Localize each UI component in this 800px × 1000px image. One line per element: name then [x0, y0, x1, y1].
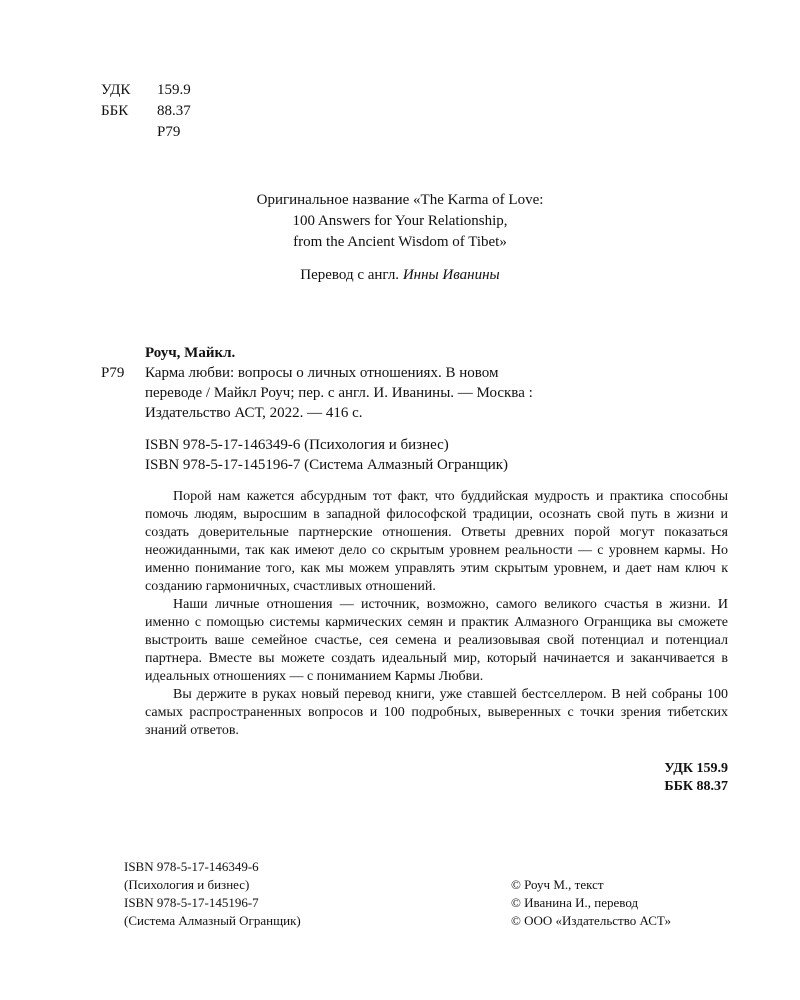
translation-credit [0, 267, 800, 284]
udk-right: УДК 159.9 [664, 761, 728, 776]
bbk-row [101, 101, 191, 122]
udk-row [101, 80, 191, 101]
record-desc-line: переводе / Майкл Роуч; пер. с англ. И. Иванины. — Москва : [145, 385, 533, 401]
annotation [145, 488, 728, 740]
record-author: Роуч, Майкл. [145, 345, 236, 361]
footer-isbn-line: (Система Алмазный Огранщик) [124, 913, 301, 928]
copyright-line: © ООО «Издательство АСТ» [511, 913, 672, 928]
footer-isbn-line: ISBN 978-5-17-145196-7 [124, 895, 259, 910]
original-title-line: 100 Answers for Your Relationship, [292, 213, 508, 229]
record-desc-first [101, 363, 728, 383]
udk-value: 159.9 [157, 82, 191, 98]
copyright-line: © Иванина И., перевод [511, 895, 639, 910]
translator-name: Инны Иванины [402, 267, 500, 283]
footer-isbn-block [124, 858, 301, 930]
record-desc-line: Издательство АСТ, 2022. — 416 с. [145, 405, 363, 421]
copyright-block [511, 876, 671, 930]
isbn-block [145, 435, 508, 475]
bbk-right: ББК 88.37 [664, 779, 728, 794]
footer-isbn-line: (Психология и бизнес) [124, 877, 250, 892]
original-title [0, 190, 800, 253]
footer-isbn-line: ISBN 978-5-17-146349-6 [124, 859, 259, 874]
bbk-label: ББК [101, 103, 129, 119]
classification-right [540, 760, 728, 796]
bbk-value: 88.37 [157, 103, 191, 119]
annotation-paragraph: Наши личные отношения — источник, возможно, самого великого счастья в жизни. И именно с помощью системы кармических семян и практик Алмазного Огранщика вы сможете выстроить ваше семейное счастье, сея семена и реализовывая свой потенциал и потенциал партнера. Вместе вы можете создать идеальный мир, который начинается и заканчивается в идеальных отношениях — с пониманием Кармы Любви. [145, 597, 728, 684]
author-mark: Р79 [157, 124, 181, 140]
copyright-line: © Роуч М., текст [511, 877, 604, 892]
classification-block [101, 80, 191, 143]
original-title-line: from the Ancient Wisdom of Tibet» [293, 234, 507, 250]
translation-prefix: Перевод с англ. [300, 267, 400, 283]
record-code: Р79 [101, 365, 125, 381]
isbn-line: ISBN 978-5-17-145196-7 (Система Алмазный Огранщик) [145, 457, 509, 473]
bibliographic-record [101, 343, 728, 423]
annotation-paragraph: Вы держите в руках новый перевод книги, уже ставшей бестселлером. В ней собраны 100 самых распространенных вопросов и 100 подробных, выверенных с точки зрения тибетских знаний ответов. [145, 687, 728, 738]
original-title-line: Оригинальное название «The Karma of Love: [256, 192, 544, 208]
udk-label: УДК [101, 82, 131, 98]
author-mark-row [101, 122, 191, 143]
record-desc-line: Карма любви: вопросы о личных отношениях. В новом [145, 365, 499, 381]
annotation-paragraph: Порой нам кажется абсурдным тот факт, что буддийская мудрость и практика способны помочь людям, выросшим в западной философской традиции, осознать свой путь в жизни и создать доверительные партнерские отношения. Ответы древних порой могут показаться неожиданными, так как имеют дело со скрытым уровнем реальности — с уровнем кармы. Но именно понимание того, как мы можем управлять этим скрытым уровнем, и дает нам ключ к созданию гармоничных, счастливых отношений. [145, 489, 728, 594]
isbn-line: ISBN 978-5-17-146349-6 (Психология и бизнес) [145, 437, 449, 453]
